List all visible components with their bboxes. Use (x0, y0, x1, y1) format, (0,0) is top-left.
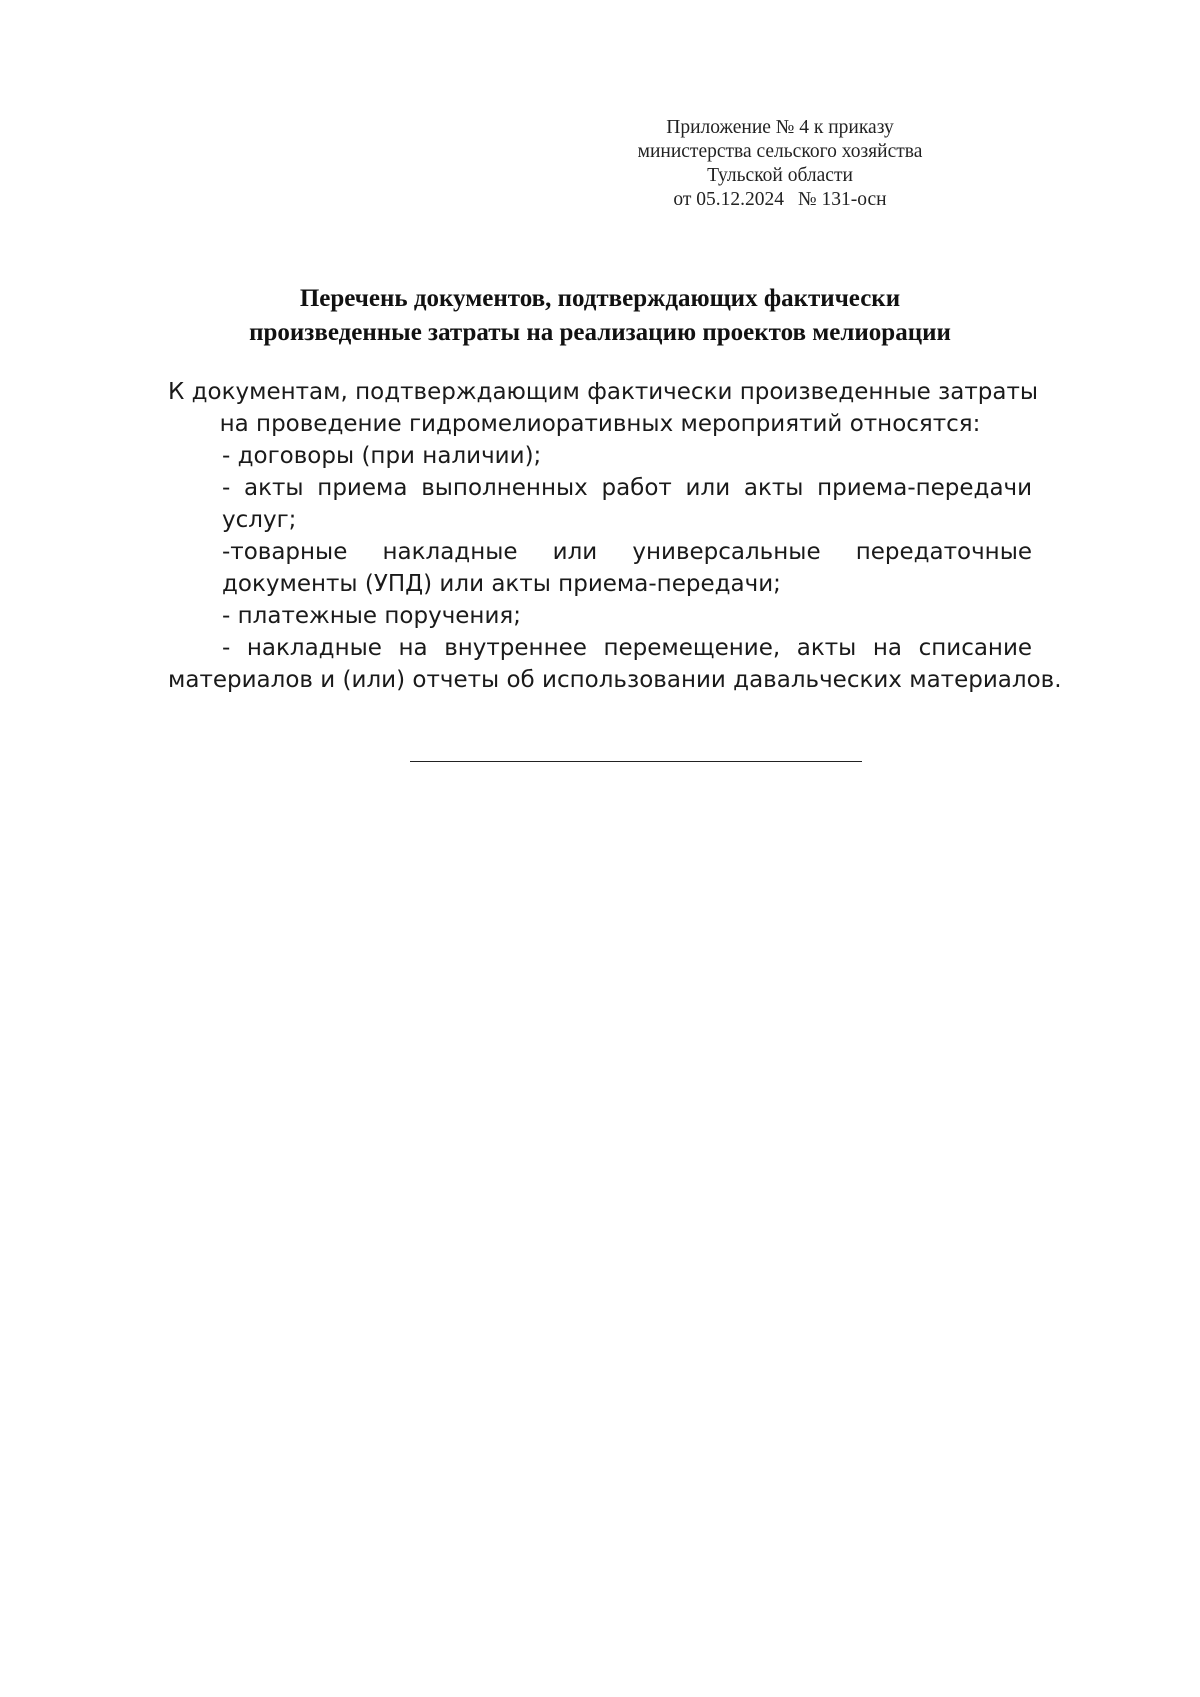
word: универсальные (632, 539, 821, 565)
appendix-line: Приложение № 4 к приказу (666, 117, 894, 138)
word: или (552, 539, 598, 565)
appendix-date-line (600, 188, 960, 212)
word: приема (317, 475, 408, 501)
appendix-line: министерства сельского хозяйства (637, 141, 923, 162)
word: приема-передачи (817, 475, 1033, 501)
list-item-contracts: - договоры (при наличии); (222, 443, 542, 469)
word: или (685, 475, 731, 501)
title-line: Перечень документов, подтверждающих фактически (299, 285, 901, 312)
list-item-invoices-continued: документы (УПД) или акты приема-передачи; (222, 571, 781, 597)
closing-rule (410, 761, 862, 762)
list-item-transfer-notes-continued: материалов и (или) отчеты об использовании давальческих материалов. (168, 667, 1062, 693)
order-number: № 131-осн (798, 189, 887, 210)
word: списание (918, 635, 1033, 661)
appendix-line: Тульской области (707, 165, 853, 186)
list-item-invoices (168, 536, 1032, 568)
document-body (168, 376, 1062, 696)
word: - накладные (222, 635, 382, 661)
list-item-transfer-notes (168, 632, 1032, 664)
appendix-header (600, 116, 960, 212)
word: на (872, 635, 902, 661)
document-title (140, 282, 1060, 350)
word: передаточные (855, 539, 1033, 565)
intro-line: К документам, подтверждающим фактически произведенные затраты (168, 379, 1039, 405)
word: на (398, 635, 428, 661)
word: внутреннее (444, 635, 587, 661)
list-item-acts-continued: услуг; (222, 507, 297, 533)
word: выполненных (421, 475, 588, 501)
list-item-acts (168, 472, 1032, 504)
word: работ (601, 475, 672, 501)
word: накладные (382, 539, 518, 565)
list-item-payment-orders: - платежные поручения; (222, 603, 521, 629)
title-line: произведенные затраты на реализацию проектов мелиорации (249, 319, 951, 346)
word: перемещение, (603, 635, 781, 661)
word: акты (796, 635, 857, 661)
word: -товарные (222, 539, 348, 565)
word: акты (743, 475, 804, 501)
intro-line: на проведение гидромелиоративных мероприятий относятся: (219, 411, 981, 437)
order-date: от 05.12.2024 (673, 189, 785, 210)
word: - акты (222, 475, 304, 501)
